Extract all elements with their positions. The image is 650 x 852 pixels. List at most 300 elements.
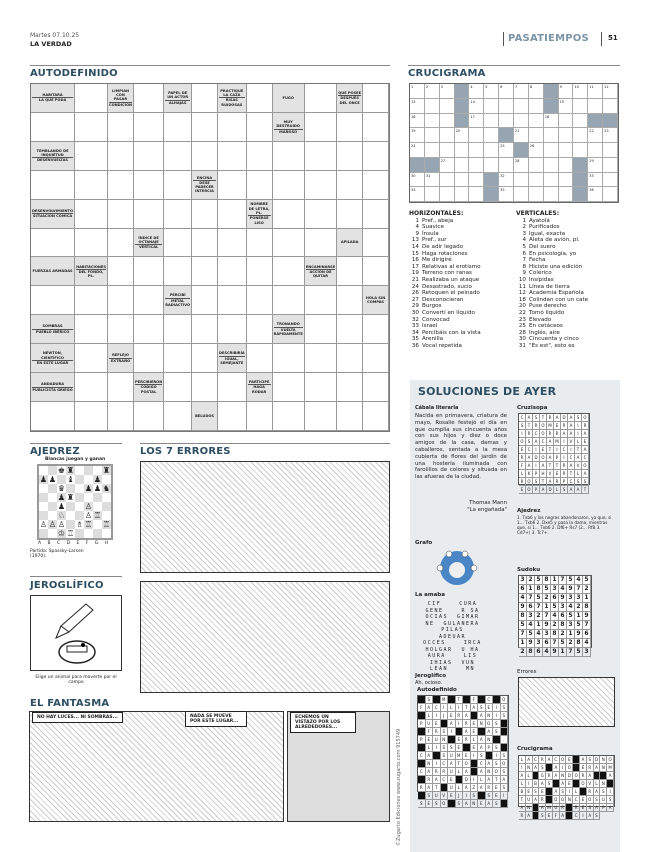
answer-cell[interactable]	[164, 257, 192, 286]
answer-cell[interactable]	[134, 142, 164, 171]
answer-cell[interactable]	[588, 128, 603, 143]
answer-cell[interactable]	[337, 402, 363, 431]
black-cell	[553, 780, 560, 788]
answer-cell[interactable]	[469, 173, 484, 188]
answer-cell[interactable]	[134, 286, 164, 315]
answer-cell[interactable]	[337, 344, 363, 373]
answer-cell[interactable]	[588, 158, 603, 173]
answer-cell[interactable]	[134, 200, 164, 229]
errores-image-modified	[140, 581, 390, 693]
answer-cell[interactable]	[305, 402, 337, 431]
answer-cell[interactable]	[108, 142, 134, 171]
answer-cell[interactable]	[440, 99, 455, 114]
answer-cell[interactable]	[363, 171, 389, 200]
letter-cell: S	[441, 728, 449, 736]
answer-cell[interactable]	[247, 402, 273, 431]
answer-cell[interactable]	[134, 113, 164, 142]
answer-cell[interactable]	[544, 114, 559, 129]
answer-cell[interactable]	[75, 113, 108, 142]
black-cell	[544, 99, 559, 114]
answer-cell[interactable]	[134, 257, 164, 286]
answer-cell[interactable]	[514, 173, 529, 188]
answer-cell[interactable]	[337, 257, 363, 286]
answer-cell[interactable]	[218, 200, 247, 229]
answer-cell[interactable]	[425, 143, 440, 158]
answer-cell[interactable]	[588, 173, 603, 188]
answer-cell[interactable]	[469, 114, 484, 129]
answer-cell[interactable]	[440, 84, 455, 99]
answer-cell[interactable]	[499, 173, 514, 188]
answer-cell[interactable]	[108, 113, 134, 142]
clue-number: 3	[522, 230, 526, 237]
answer-cell[interactable]	[363, 84, 389, 113]
answer-cell[interactable]	[75, 200, 108, 229]
answer-cell[interactable]	[337, 113, 363, 142]
letter-cell: R	[547, 430, 554, 438]
answer-cell[interactable]	[108, 171, 134, 200]
answer-cell[interactable]	[440, 128, 455, 143]
answer-cell[interactable]	[440, 114, 455, 129]
answer-cell[interactable]	[559, 114, 574, 129]
answer-cell[interactable]	[273, 142, 305, 171]
answer-cell[interactable]	[544, 158, 559, 173]
answer-cell[interactable]	[305, 113, 337, 142]
answer-cell[interactable]	[337, 286, 363, 315]
answer-cell[interactable]	[440, 143, 455, 158]
letter-cell: E	[519, 446, 526, 454]
black-cell	[448, 696, 456, 704]
letter-cell: L	[594, 780, 601, 788]
answer-cell[interactable]	[425, 84, 440, 99]
answer-cell[interactable]	[363, 373, 389, 402]
cell-number: 14	[470, 99, 475, 104]
clue-row	[409, 257, 514, 264]
answer-cell[interactable]	[529, 158, 544, 173]
answer-cell[interactable]	[410, 173, 425, 188]
answer-cell[interactable]	[247, 286, 273, 315]
clue-number: 26	[411, 290, 419, 297]
answer-cell[interactable]	[31, 113, 75, 142]
answer-cell[interactable]	[469, 128, 484, 143]
answer-cell[interactable]	[164, 373, 192, 402]
answer-cell[interactable]	[559, 99, 574, 114]
answer-cell[interactable]	[273, 200, 305, 229]
answer-cell[interactable]	[603, 173, 618, 188]
letter-cell: A	[519, 772, 526, 780]
answer-cell[interactable]	[192, 373, 218, 402]
answer-cell[interactable]	[75, 373, 108, 402]
digit-cell: 4	[575, 576, 583, 585]
clue-text: Puse derecho	[529, 303, 567, 310]
answer-cell[interactable]	[75, 229, 108, 258]
chess-square	[39, 484, 48, 493]
answer-cell[interactable]	[164, 171, 192, 200]
horizontales-heading: HORIZONTALES:	[409, 210, 464, 217]
answer-cell[interactable]	[455, 158, 470, 173]
chess-square	[48, 466, 57, 475]
answer-cell[interactable]	[108, 402, 134, 431]
answer-cell[interactable]	[363, 113, 389, 142]
answer-cell[interactable]	[134, 402, 164, 431]
chess-square	[39, 529, 48, 538]
answer-cell[interactable]	[305, 344, 337, 373]
answer-cell[interactable]	[305, 286, 337, 315]
answer-cell[interactable]	[305, 315, 337, 344]
letter-cell: O	[540, 422, 547, 430]
answer-cell[interactable]	[108, 257, 134, 286]
answer-cell[interactable]	[573, 143, 588, 158]
letter-cell: I	[493, 752, 501, 760]
answer-cell[interactable]	[164, 344, 192, 373]
amaba-line: AURA LIS	[427, 653, 478, 659]
answer-cell[interactable]	[603, 187, 618, 202]
answer-cell[interactable]	[440, 187, 455, 202]
letter-cell: R	[441, 768, 449, 776]
letter-cell: I	[561, 438, 568, 446]
answer-cell[interactable]	[559, 128, 574, 143]
answer-cell[interactable]	[588, 143, 603, 158]
letter-cell: E	[554, 470, 561, 478]
letter-cell: F	[471, 696, 479, 704]
answer-cell[interactable]	[603, 128, 618, 143]
answer-cell[interactable]	[410, 143, 425, 158]
letter-cell: A	[540, 486, 547, 494]
chess-piece: ♛	[57, 484, 66, 493]
clue-cell	[247, 373, 273, 402]
letter-cell: A	[526, 462, 533, 470]
answer-cell[interactable]	[529, 128, 544, 143]
black-cell	[484, 173, 499, 188]
chess-square	[93, 493, 102, 502]
answer-cell[interactable]	[247, 344, 273, 373]
black-cell	[433, 752, 441, 760]
letter-cell: D	[463, 776, 471, 784]
answer-cell[interactable]	[484, 114, 499, 129]
answer-cell[interactable]	[588, 99, 603, 114]
answer-cell[interactable]	[134, 171, 164, 200]
answer-cell[interactable]	[544, 128, 559, 143]
answer-cell[interactable]	[273, 171, 305, 200]
answer-cell[interactable]	[363, 229, 389, 258]
answer-cell[interactable]	[247, 84, 273, 113]
answer-cell[interactable]	[164, 315, 192, 344]
black-cell	[501, 800, 509, 808]
answer-cell[interactable]	[108, 229, 134, 258]
answer-cell[interactable]	[134, 344, 164, 373]
answer-cell[interactable]	[573, 128, 588, 143]
answer-cell[interactable]	[603, 143, 618, 158]
answer-cell[interactable]	[164, 229, 192, 258]
answer-cell[interactable]	[588, 84, 603, 99]
answer-cell[interactable]	[514, 114, 529, 129]
answer-cell[interactable]	[273, 286, 305, 315]
chess-instruction: Blancas juegan y ganan	[45, 457, 106, 462]
digit-cell: 6	[543, 639, 551, 648]
answer-cell[interactable]	[529, 187, 544, 202]
letter-cell: U	[433, 736, 441, 744]
letter-cell: E	[582, 438, 589, 446]
answer-cell[interactable]	[247, 257, 273, 286]
answer-cell[interactable]	[363, 257, 389, 286]
letter-cell: T	[433, 784, 441, 792]
answer-cell[interactable]	[514, 84, 529, 99]
letter-cell: S	[418, 800, 426, 808]
answer-cell[interactable]	[192, 84, 218, 113]
letter-cell: A	[582, 470, 589, 478]
answer-cell[interactable]	[192, 229, 218, 258]
answer-cell[interactable]	[192, 142, 218, 171]
answer-cell[interactable]	[559, 187, 574, 202]
answer-cell[interactable]	[529, 114, 544, 129]
answer-cell[interactable]	[410, 114, 425, 129]
letter-cell: E	[456, 736, 464, 744]
answer-cell[interactable]	[499, 99, 514, 114]
answer-cell[interactable]	[425, 99, 440, 114]
answer-cell[interactable]	[273, 373, 305, 402]
answer-cell[interactable]	[31, 402, 75, 431]
clue-row	[409, 218, 514, 225]
answer-cell[interactable]	[499, 158, 514, 173]
amaba-line: LEAN MN	[429, 666, 476, 672]
answer-cell[interactable]	[514, 99, 529, 114]
answer-cell[interactable]	[544, 187, 559, 202]
answer-cell[interactable]	[573, 114, 588, 129]
answer-cell[interactable]	[305, 229, 337, 258]
answer-cell[interactable]	[218, 171, 247, 200]
letter-cell: E	[580, 796, 587, 804]
answer-cell[interactable]	[75, 402, 108, 431]
answer-cell[interactable]	[75, 142, 108, 171]
answer-cell[interactable]	[484, 84, 499, 99]
answer-cell[interactable]	[305, 142, 337, 171]
answer-cell[interactable]	[337, 142, 363, 171]
black-cell	[433, 696, 441, 704]
answer-cell[interactable]	[469, 84, 484, 99]
answer-cell[interactable]	[75, 286, 108, 315]
answer-cell[interactable]	[410, 99, 425, 114]
digit-cell: 5	[551, 603, 559, 612]
answer-cell[interactable]	[484, 99, 499, 114]
clue-text: VERTICAL	[135, 244, 162, 249]
answer-cell[interactable]	[455, 143, 470, 158]
answer-cell[interactable]	[588, 187, 603, 202]
answer-cell[interactable]	[363, 200, 389, 229]
answer-cell[interactable]	[573, 84, 588, 99]
answer-cell[interactable]	[75, 315, 108, 344]
answer-cell[interactable]	[573, 99, 588, 114]
answer-cell[interactable]	[484, 143, 499, 158]
letter-cell: D	[533, 454, 540, 462]
letter-cell: A	[582, 446, 589, 454]
answer-cell[interactable]	[410, 84, 425, 99]
answer-cell[interactable]	[31, 229, 75, 258]
answer-cell[interactable]	[603, 158, 618, 173]
answer-cell[interactable]	[363, 344, 389, 373]
answer-cell[interactable]	[31, 171, 75, 200]
answer-cell[interactable]	[75, 171, 108, 200]
answer-cell[interactable]	[514, 158, 529, 173]
answer-cell[interactable]	[305, 171, 337, 200]
clue-number: 6	[522, 250, 526, 257]
letter-cell: A	[553, 788, 560, 796]
chess-square	[102, 529, 111, 538]
answer-cell[interactable]	[218, 286, 247, 315]
answer-cell[interactable]	[273, 402, 305, 431]
answer-cell[interactable]	[425, 187, 440, 202]
answer-cell[interactable]	[529, 173, 544, 188]
answer-cell[interactable]	[164, 402, 192, 431]
letter-cell: E	[448, 776, 456, 784]
clue-text: DESENVUELTAS	[32, 157, 73, 162]
black-cell	[573, 780, 580, 788]
answer-cell[interactable]	[192, 315, 218, 344]
answer-cell[interactable]	[469, 187, 484, 202]
answer-cell[interactable]	[455, 187, 470, 202]
answer-cell[interactable]	[134, 84, 164, 113]
answer-cell[interactable]	[559, 158, 574, 173]
answer-cell[interactable]	[410, 187, 425, 202]
answer-cell[interactable]	[425, 128, 440, 143]
clue-number: 19	[411, 270, 419, 277]
chess-square	[75, 484, 84, 493]
answer-cell[interactable]	[363, 315, 389, 344]
black-cell	[418, 696, 426, 704]
letter-cell: K	[526, 470, 533, 478]
answer-cell[interactable]	[499, 143, 514, 158]
answer-cell[interactable]	[337, 200, 363, 229]
crucigrama-grid[interactable]	[409, 83, 619, 203]
answer-cell[interactable]	[529, 84, 544, 99]
answer-cell[interactable]	[218, 257, 247, 286]
answer-cell[interactable]	[529, 99, 544, 114]
answer-cell[interactable]	[134, 315, 164, 344]
letter-cell: A	[463, 800, 471, 808]
answer-cell[interactable]	[455, 128, 470, 143]
answer-cell[interactable]	[164, 200, 192, 229]
autodefinido-grid[interactable]	[30, 83, 390, 432]
answer-cell[interactable]	[337, 373, 363, 402]
answer-cell[interactable]	[499, 114, 514, 129]
answer-cell[interactable]	[544, 173, 559, 188]
answer-cell[interactable]	[273, 344, 305, 373]
answer-cell[interactable]	[469, 99, 484, 114]
cruzisopa-title: Cruzisopa	[517, 405, 548, 411]
chess-square	[84, 493, 93, 502]
black-cell	[441, 720, 449, 728]
answer-cell[interactable]	[247, 171, 273, 200]
answer-cell[interactable]	[484, 158, 499, 173]
answer-cell[interactable]	[31, 286, 75, 315]
letter-cell: A	[526, 756, 533, 764]
answer-cell[interactable]	[218, 229, 247, 258]
answer-cell[interactable]	[484, 128, 499, 143]
answer-cell[interactable]	[514, 187, 529, 202]
letter-cell: L	[519, 756, 526, 764]
answer-cell[interactable]	[164, 142, 192, 171]
answer-cell[interactable]	[247, 113, 273, 142]
answer-cell[interactable]	[410, 128, 425, 143]
answer-cell[interactable]	[75, 84, 108, 113]
letter-cell: C	[561, 446, 568, 454]
answer-cell[interactable]	[425, 173, 440, 188]
answer-cell[interactable]	[218, 113, 247, 142]
answer-cell[interactable]	[273, 257, 305, 286]
chess-piece: ♟	[39, 475, 48, 484]
answer-cell[interactable]	[499, 84, 514, 99]
answer-cell[interactable]	[469, 158, 484, 173]
answer-cell[interactable]	[192, 113, 218, 142]
answer-cell[interactable]	[455, 173, 470, 188]
answer-cell[interactable]	[192, 257, 218, 286]
clue-text: Pref., sur	[422, 237, 447, 244]
answer-cell[interactable]	[164, 113, 192, 142]
letter-cell: D	[561, 414, 568, 422]
answer-cell[interactable]	[247, 315, 273, 344]
clue-number: 28	[518, 329, 526, 336]
clue-text: RISAS RUIDOSAS	[219, 97, 245, 107]
letter-cell: A	[607, 804, 614, 812]
answer-cell[interactable]	[305, 373, 337, 402]
clue-row	[409, 244, 514, 251]
answer-cell[interactable]	[108, 315, 134, 344]
answer-cell[interactable]	[544, 143, 559, 158]
answer-cell[interactable]	[218, 402, 247, 431]
answer-cell[interactable]	[247, 229, 273, 258]
answer-cell[interactable]	[440, 158, 455, 173]
digit-cell: 5	[519, 621, 527, 630]
answer-cell[interactable]	[559, 84, 574, 99]
answer-cell[interactable]	[440, 173, 455, 188]
answer-cell[interactable]	[469, 143, 484, 158]
errores-title: LOS 7 ERRORES	[140, 446, 231, 457]
answer-cell[interactable]	[499, 187, 514, 202]
answer-cell[interactable]	[273, 229, 305, 258]
cell-number: 34	[411, 188, 416, 193]
answer-cell[interactable]	[559, 173, 574, 188]
answer-cell[interactable]	[529, 143, 544, 158]
answer-cell[interactable]	[305, 84, 337, 113]
letter-cell: R	[526, 430, 533, 438]
clue-cell	[273, 315, 305, 344]
answer-cell[interactable]	[108, 286, 134, 315]
answer-cell[interactable]	[218, 315, 247, 344]
answer-cell[interactable]	[363, 402, 389, 431]
answer-cell[interactable]	[108, 200, 134, 229]
letter-cell: S	[478, 752, 486, 760]
answer-cell[interactable]	[559, 143, 574, 158]
answer-cell[interactable]	[247, 142, 273, 171]
answer-cell[interactable]	[218, 373, 247, 402]
letter-cell: G	[539, 772, 546, 780]
answer-cell[interactable]	[75, 344, 108, 373]
answer-cell[interactable]	[108, 373, 134, 402]
letter-cell: I	[463, 792, 471, 800]
answer-cell[interactable]	[192, 200, 218, 229]
answer-cell[interactable]	[337, 171, 363, 200]
answer-cell[interactable]	[218, 142, 247, 171]
letter-cell: M	[441, 696, 449, 704]
answer-cell[interactable]	[514, 128, 529, 143]
answer-cell[interactable]	[425, 114, 440, 129]
letter-cell: A	[568, 422, 575, 430]
answer-cell[interactable]	[363, 142, 389, 171]
answer-cell[interactable]	[603, 84, 618, 99]
answer-cell[interactable]	[192, 286, 218, 315]
answer-cell[interactable]	[192, 344, 218, 373]
answer-cell[interactable]	[337, 315, 363, 344]
answer-cell[interactable]	[603, 99, 618, 114]
answer-cell[interactable]	[305, 200, 337, 229]
